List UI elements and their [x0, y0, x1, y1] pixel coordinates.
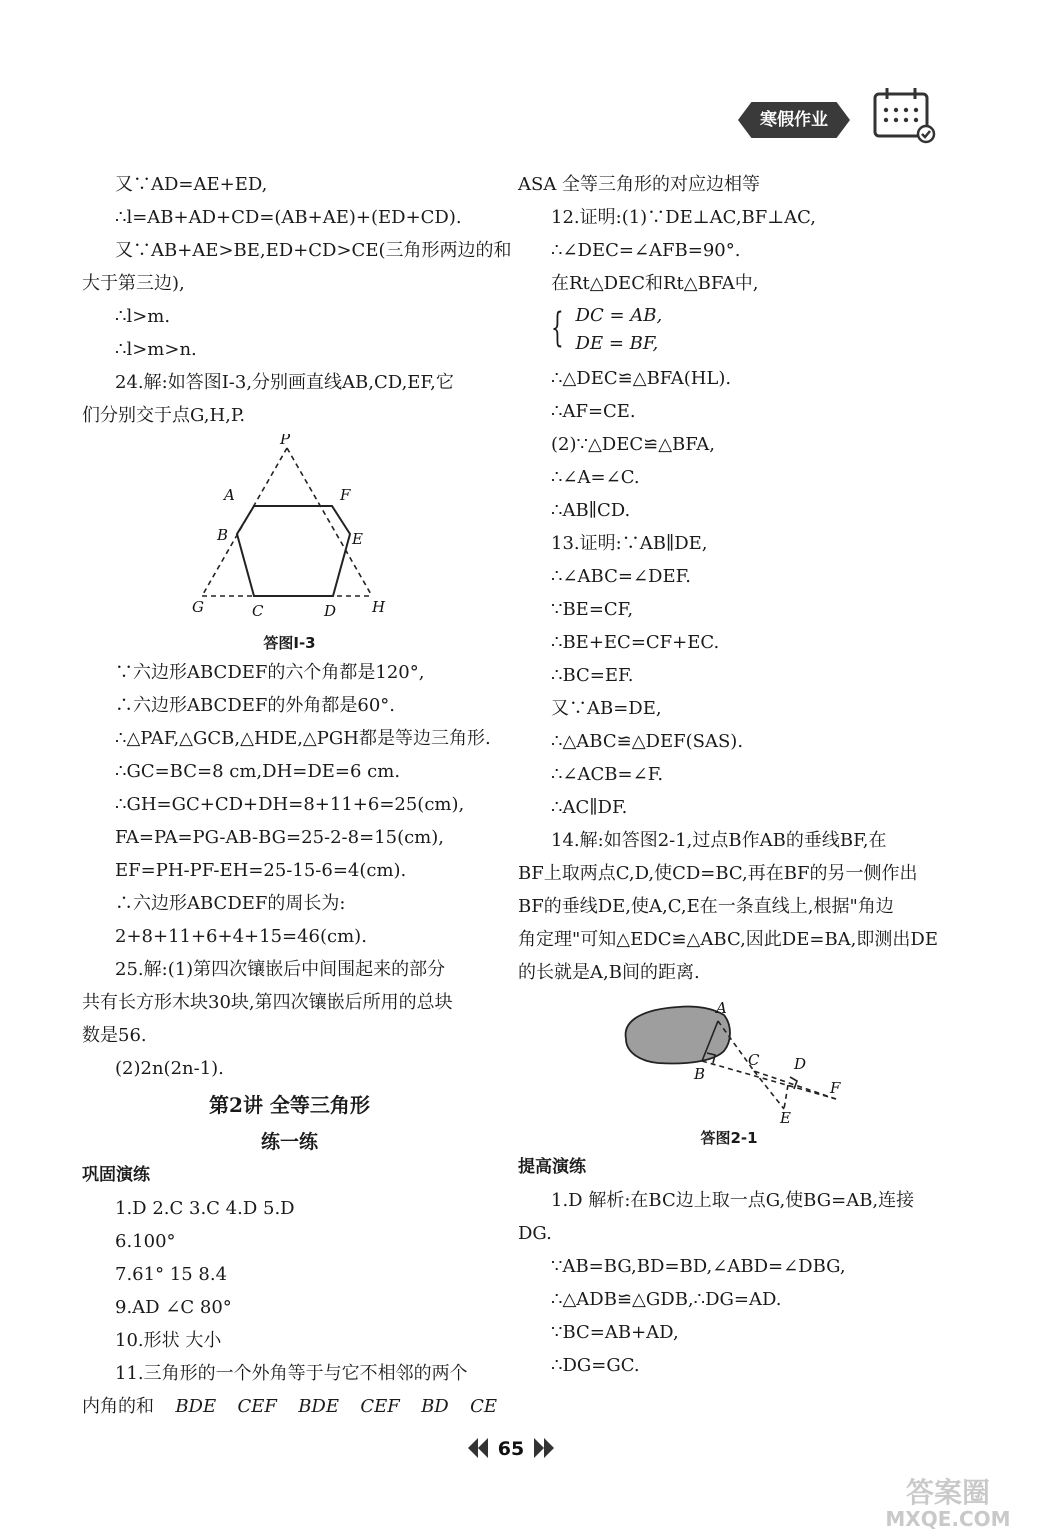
text-line: ∴△PAF,△GCB,△HDE,△PGH都是等边三角形.	[115, 728, 491, 749]
text-line: 大于第三边),	[82, 273, 185, 294]
label-f: F	[340, 486, 351, 504]
text-line: ∴l=AB+AD+CD=(AB+AE)+(ED+CD).	[115, 207, 462, 228]
arrow-left-icon	[468, 1438, 478, 1458]
text-line: 14.解:如答图2-1,过点B作AB的垂线BF,在	[551, 830, 887, 851]
text-line: ASA 全等三角形的对应边相等	[518, 174, 761, 195]
word: CEF	[360, 1396, 400, 1417]
label-e: E	[352, 530, 363, 548]
text-line: (2)2n(2n-1).	[115, 1058, 224, 1079]
header-tag-label: 寒假作业	[760, 110, 828, 130]
brace-icon: {	[551, 305, 564, 351]
page-number	[466, 1432, 556, 1464]
label-a: A	[224, 486, 235, 504]
section-heading: 提高演练	[518, 1157, 586, 1177]
text-line: 13.证明:∵AB∥DE,	[551, 533, 708, 554]
watermark-logo	[868, 1472, 1028, 1532]
word: CE	[470, 1396, 497, 1417]
text-line: 1.D 解析:在BC边上取一点G,使BG=AB,连接	[551, 1190, 915, 1211]
text-line: ∴△ABC≌△DEF(SAS).	[551, 731, 744, 752]
word: 内角的和	[82, 1396, 154, 1417]
watermark-bottom: MXQE.COM	[885, 1507, 1011, 1531]
text-line: ∴GC=BC=8 cm,DH=DE=6 cm.	[115, 761, 401, 782]
label-f: F	[830, 1079, 841, 1097]
brace-line: DE = BF,	[575, 333, 659, 354]
text-line: BF上取两点C,D,使CD=BC,再在BF的另一侧作出	[518, 863, 918, 884]
figure-caption: 答图2-1	[700, 1129, 758, 1147]
label-b: B	[694, 1065, 706, 1083]
label-d: D	[794, 1055, 807, 1073]
label-p: P	[280, 434, 291, 448]
text-line: 25.解:(1)第四次镶嵌后中间围起来的部分	[115, 959, 446, 980]
label-c: C	[748, 1051, 760, 1069]
text-line: ∴六边形ABCDEF的外角都是60°.	[115, 695, 396, 716]
text-line: ∵BE=CF,	[551, 599, 634, 620]
text-line: 9.AD ∠C 80°	[115, 1297, 232, 1318]
text-line: 10.形状 大小	[115, 1330, 222, 1351]
arrow-right-icon	[544, 1438, 554, 1458]
word: CEF	[237, 1396, 277, 1417]
text-line: ∴DG=GC.	[551, 1355, 640, 1376]
left-column	[82, 168, 512, 1423]
text-line: 12.证明:(1)∵DE⊥AC,BF⊥AC,	[551, 207, 817, 228]
text-line: BF的垂线DE,使A,C,E在一条直线上,根据"角边	[518, 896, 894, 917]
header-tag	[730, 100, 860, 142]
text-line: ∴△ADB≌△GDB,∴DG=AD.	[551, 1289, 782, 1310]
word: BD	[421, 1396, 449, 1417]
brace-system	[518, 300, 940, 362]
text-line: 2+8+11+6+4+15=46(cm).	[115, 926, 367, 947]
text-line: ∴∠ABC=∠DEF.	[551, 566, 692, 587]
text-line: FA=PA=PG-AB-BG=25-2-8=15(cm),	[115, 827, 444, 848]
text-line: 数是56.	[82, 1025, 147, 1046]
right-column	[518, 168, 940, 1382]
text-line: 的长就是A,B间的距离.	[518, 962, 700, 983]
text-line: EF=PH-PF-EH=25-15-6=4(cm).	[115, 860, 407, 881]
text-line: ∴BC=EF.	[551, 665, 634, 686]
text-line: 1.D 2.C 3.C 4.D 5.D	[115, 1198, 295, 1219]
text-line	[82, 1390, 497, 1423]
text-line: ∴AF=CE.	[551, 401, 636, 422]
text-line: 又∵AD=AE+ED,	[115, 174, 268, 195]
chapter-title: 第2讲 全等三角形	[209, 1093, 370, 1117]
text-line: ∵BC=AB+AD,	[551, 1322, 679, 1343]
text-line: 6.100°	[115, 1231, 176, 1252]
text-line: 角定理"可知△EDC≌△ABC,因此DE=BA,即测出DE	[518, 929, 938, 950]
text-line: ∴AB∥CD.	[551, 500, 631, 521]
label-h: H	[372, 598, 386, 616]
subchapter-title: 练一练	[260, 1131, 318, 1153]
text-line: ∵AB=BG,BD=BD,∠ABD=∠DBG,	[551, 1256, 846, 1277]
label-c: C	[252, 602, 264, 620]
hexagon-figure	[82, 434, 497, 630]
label-b: B	[217, 526, 229, 544]
text-line: DG.	[518, 1223, 552, 1244]
calendar-check-icon	[872, 86, 936, 144]
word: BDE	[298, 1396, 340, 1417]
section-heading: 巩固演练	[82, 1165, 150, 1185]
text-line: ∴∠A=∠C.	[551, 467, 640, 488]
text-line: 们分别交于点G,H,P.	[82, 405, 246, 426]
text-line: 24.解:如答图Ⅰ-3,分别画直线AB,CD,EF,它	[115, 372, 454, 393]
text-line: 7.61° 15 8.4	[115, 1264, 228, 1285]
text-line: ∴BE+EC=CF+EC.	[551, 632, 720, 653]
text-line: 又∵AB+AE>BE,ED+CD>CE(三角形两边的和	[115, 240, 512, 261]
label-e: E	[780, 1109, 791, 1125]
text-line: 共有长方形木块30块,第四次镶嵌后所用的总块	[82, 992, 453, 1013]
label-g: G	[192, 598, 204, 616]
text-line: ∴AC∥DF.	[551, 797, 628, 818]
brace-line: DC = AB,	[575, 305, 663, 326]
text-line: ∴△DEC≌△BFA(HL).	[551, 368, 732, 389]
text-line: ∴六边形ABCDEF的周长为:	[115, 893, 346, 914]
label-a: A	[716, 999, 727, 1017]
figure-caption: 答图Ⅰ-3	[263, 634, 316, 652]
text-line: ∴l>m.	[115, 306, 171, 327]
text-line: ∴∠ACB=∠F.	[551, 764, 664, 785]
text-line: 又∵AB=DE,	[551, 698, 662, 719]
text-line: (2)∵△DEC≌△BFA,	[551, 434, 715, 455]
text-line: ∵六边形ABCDEF的六个角都是120°,	[115, 662, 425, 683]
pond-figure	[518, 989, 940, 1125]
text-line: ∴GH=GC+CD+DH=8+11+6=25(cm),	[115, 794, 465, 815]
text-line: ∴l>m>n.	[115, 339, 197, 360]
word: BDE	[175, 1396, 217, 1417]
text-line: 11.三角形的一个外角等于与它不相邻的两个	[115, 1363, 468, 1384]
page-number-text: 65	[497, 1438, 525, 1460]
watermark-top: 答案圈	[905, 1476, 991, 1509]
text-line: 在Rt△DEC和Rt△BFA中,	[551, 273, 759, 294]
text-line: ∴∠DEC=∠AFB=90°.	[551, 240, 741, 261]
label-d: D	[324, 602, 337, 620]
